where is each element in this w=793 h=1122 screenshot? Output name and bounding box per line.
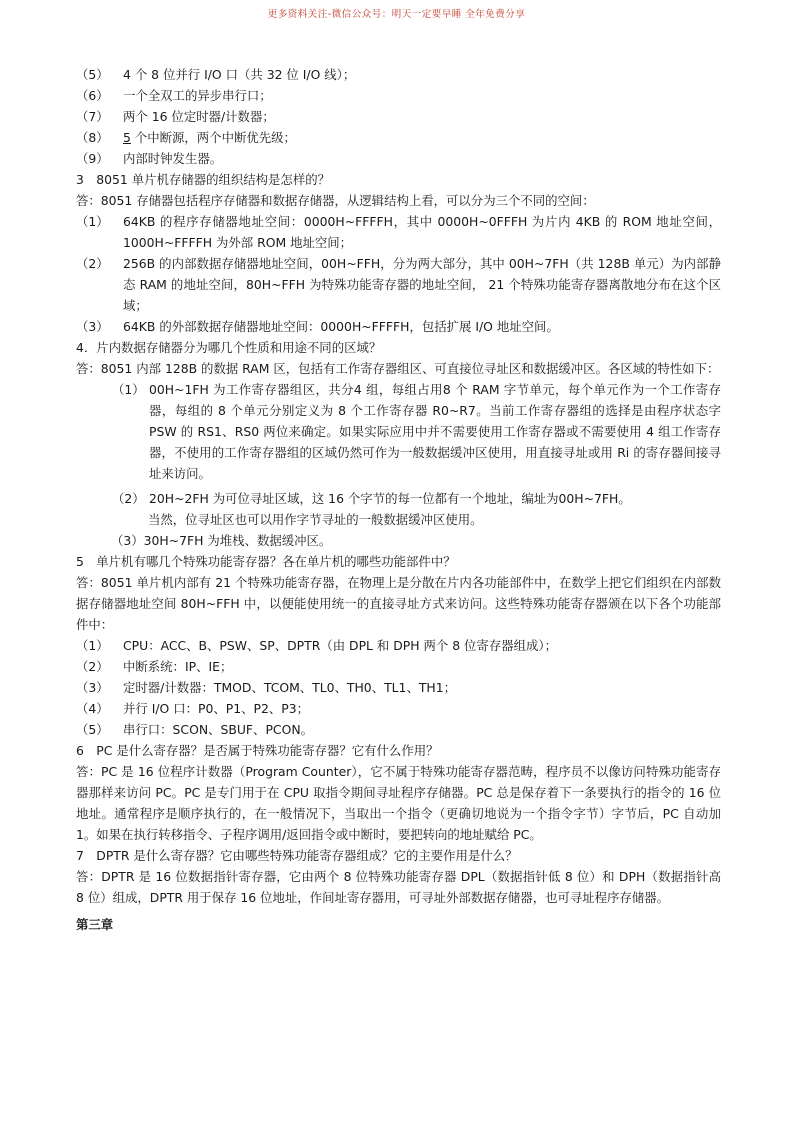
page-header-banner: 更多资料关注-微信公众号：明天一定要早睡 全年免费分享 (267, 9, 526, 20)
item-number: （1） (76, 214, 109, 229)
item-number: （6） (76, 88, 109, 103)
item-number: （5） (76, 67, 109, 82)
question-3: 3 8051 单片机存储器的组织结构是怎样的？ (76, 172, 330, 187)
item-text: 20H~2FH 为可位寻址区域，这 16 个字节的每一位都有一个地址，编址为00H~7FH。 (149, 491, 631, 506)
item-text: 256B 的内部数据存储器地址空间，00H~FFH，分为两大部分，其中 00H~7FH（共 128B 单元）为内部静态 RAM 的地址空间，80H~FFH 为特殊功能寄存器的地址空间， 21 个特殊功能寄存器离散地分布在这个区域； (123, 256, 721, 313)
item-text: 64KB 的程序存储器地址空间：0000H~FFFFH，其中 0000H~0FFFH 为片内 4KB 的 ROM 地址空间，1000H~FFFFH 为外部 ROM 地址空间； (123, 214, 721, 250)
answer-7: 答：DPTR 是 16 位数据指针寄存器，它由两个 8 位特殊功能寄存器 DPL（数据指针低 8 位）和 DPH（数据指针高 8 位）组成，DPTR 用于保存 16 位地址，作间址寄存器用，可寻址外部数据存储器，也可寻址程序存储器。 (76, 869, 721, 905)
question-6: 6 PC 是什么寄存器？是否属于特殊功能寄存器？它有什么作用？ (76, 743, 439, 758)
item-text: 个中断源，两个中断优先级； (130, 130, 296, 145)
list-item (76, 656, 721, 677)
list-item (76, 106, 721, 127)
list-item (76, 677, 721, 698)
item-text: 两个 16 位定时器/计数器； (123, 109, 275, 124)
item-text: 串行口：SCON、SBUF、PCON。 (123, 722, 313, 737)
list-item (76, 211, 721, 253)
item-number: （2） (112, 491, 145, 506)
item-text: 并行 I/O 口：P0、P1、P2、P3； (123, 701, 310, 716)
item-number: （7） (76, 109, 109, 124)
item-number: （5） (76, 722, 109, 737)
chapter-heading: 第三章 (76, 917, 114, 932)
list-item (76, 316, 721, 337)
list-item (76, 698, 721, 719)
list-item (76, 127, 721, 148)
item-number: （8） (76, 130, 109, 145)
list-item (76, 85, 721, 106)
document-body (76, 64, 721, 935)
item-text: 内部时钟发生器。 (123, 151, 223, 166)
list-item (76, 64, 721, 85)
item-text: 中断系统：IP、IE； (123, 659, 233, 674)
question-7: 7 DPTR 是什么寄存器？它由哪些特殊功能寄存器组成？它的主要作用是什么？ (76, 848, 518, 863)
item-number: （3） (76, 319, 109, 334)
item-text: 一个全双工的异步串行口； (123, 88, 272, 103)
list-item: （3）30H~7FH 为堆栈、数据缓冲区。 (111, 533, 332, 548)
item-text: 64KB 的外部数据存储器地址空间：0000H~FFFFH，包括扩展 I/O 地址空间。 (123, 319, 559, 334)
answer-6: 答：PC 是 16 位程序计数器（Program Counter），它不属于特殊功能寄存器范畴，程序员不以像访问特殊功能寄存器那样来访问 PC。PC 是专门用于在 CPU 取指令期间寻址程序存储器。PC 总是保存着下一条要执行的指令的 16 位地址。通常程序是顺序执行的，在一般情况下，当取出一个指令（更确切地说为一个指令字节）字节后，PC 自动加 1。如果在执行转移指令、子程序调用/返回指令或中断时，要把转向的地址赋给 PC。 (76, 764, 721, 842)
item-text: 定时器/计数器：TMOD、TCOM、TL0、TH0、TL1、TH1； (123, 680, 456, 695)
item-text: 4 个 8 位并行 I/O 口（共 32 位 I/O 线）； (123, 67, 356, 82)
list-item (76, 253, 721, 316)
list-item (76, 379, 721, 484)
list-item (76, 635, 721, 656)
question-4: 4．片内数据存储器分为哪几个性质和用途不同的区域？ (76, 340, 382, 355)
answer-5: 答：8051 单片机内部有 21 个特殊功能寄存器，在物理上是分散在片内各功能部件中，在数学上把它们组织在内部数据存储器地址空间 80H~FFH 中，以便能使用统一的直接寻址方式来访问。这些特殊功能寄存器颁在以下各个功能部件中： (76, 575, 721, 632)
list-item (76, 488, 721, 509)
answer-4: 答：8051 内部 128B 的数据 RAM 区，包括有工作寄存器组区、可直接位寻址区和数据缓冲区。各区域的特性如下： (76, 361, 720, 376)
item-text: 00H~1FH 为工作寄存器组区，共分4 组，每组占用8 个 RAM 字节单元，每个单元作为一个工作寄存器，每组的 8 个单元分别定义为 8 个工作寄存器 R0~R7。当前工作寄存器组的选择是由程序状态字 PSW 的 RS1、RS0 两位来确定。如果实际应用中并不需要使用工作寄存器或不需要使用 4 组工作寄存器，不使用的工作寄存器组的区域仍然可作为一般数据缓冲区使用，用直接寻址或用 Ri 的寄存器间接寻址来访问。 (149, 382, 721, 481)
item-number: （2） (76, 256, 109, 271)
item-number: （9） (76, 151, 109, 166)
item-text: CPU：ACC、B、PSW、SP、DPTR（由 DPL 和 DPH 两个 8 位寄存器组成）； (123, 638, 557, 653)
list-item (76, 719, 721, 740)
list-item (76, 148, 721, 169)
item-number: （1） (76, 638, 109, 653)
item-number: （4） (76, 701, 109, 716)
answer-3: 答：8051 存储器包括程序存储器和数据存储器，从逻辑结构上看，可以分为三个不同的空间： (76, 193, 595, 208)
item-continuation: 当然，位寻址区也可以用作字节寻址的一般数据缓冲区使用。 (148, 512, 483, 527)
item-number: （3） (76, 680, 109, 695)
underlined-number: 5 (123, 130, 131, 145)
item-number: （2） (76, 659, 109, 674)
question-5: 5 单片机有哪几个特殊功能寄存器？各在单片机的哪些功能部件中？ (76, 554, 456, 569)
item-number: （1） (112, 382, 145, 397)
